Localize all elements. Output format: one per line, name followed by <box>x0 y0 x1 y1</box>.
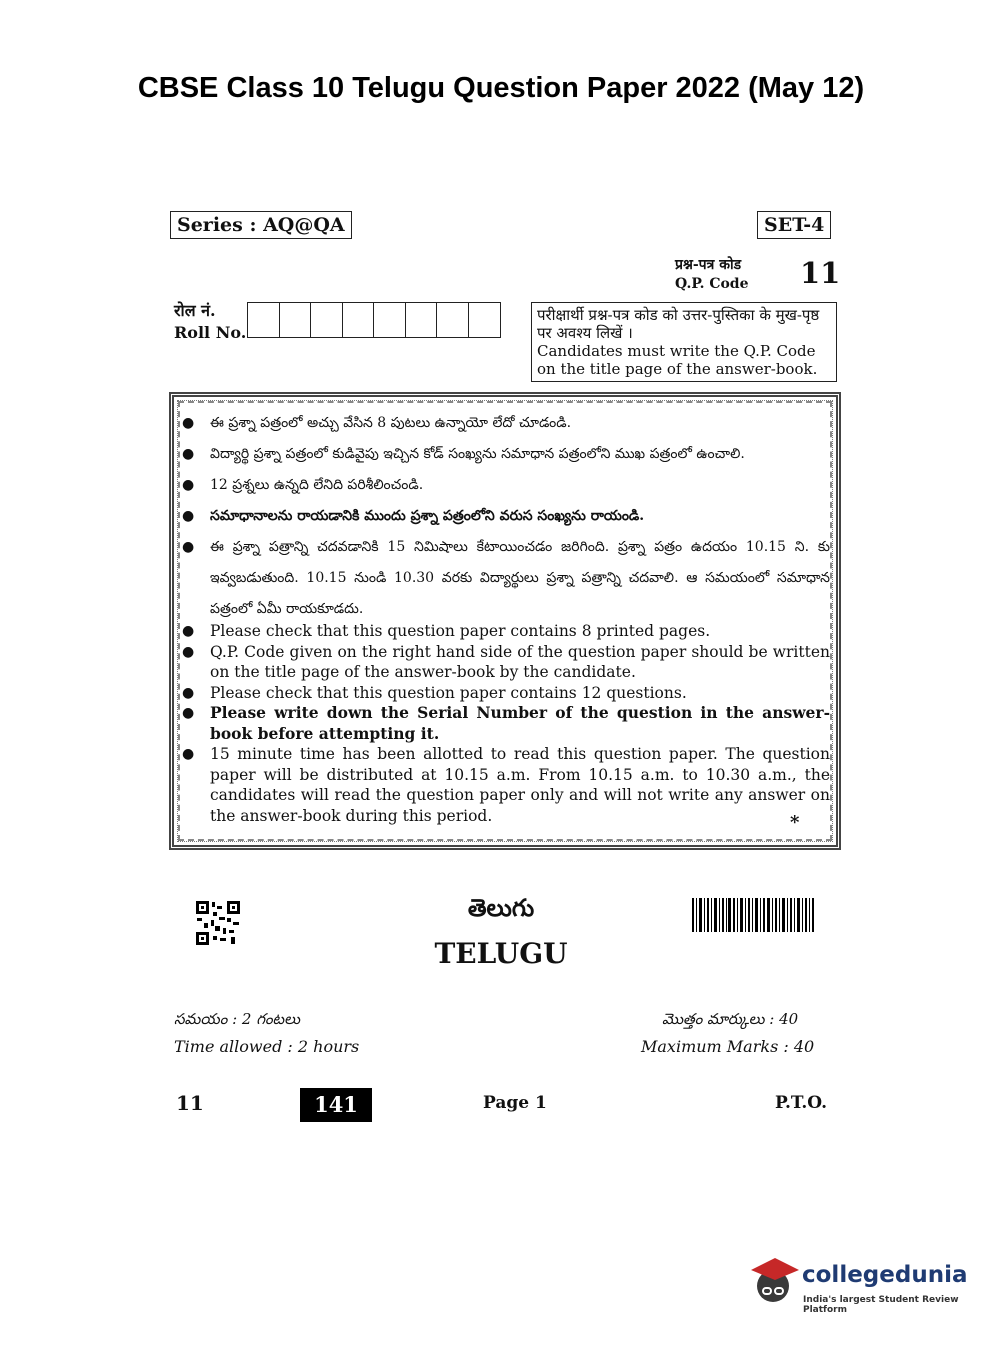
instruction-item: ● Please check that this question paper contains 12 questions. <box>182 683 687 702</box>
instruction-item: ● ఈ ప్రశ్నా పత్రాన్ని చదవడానికి 15 నిమిషాలు కేటాయించడం జరిగింది. ప్రశ్నా పత్రం ఉదయం 10.15 ని. కు ఇవ్వబడుతుంది. 10.15 నుండి 10.30 వరకు విద్యార్థులు ప్రశ్నా పత్రాన్ని చదవాలి. ఆ సమయంలో సమాధాన పత్రంలో ఏమీ రాయకూడదు. <box>182 532 830 625</box>
bullet-icon: ● <box>182 539 195 555</box>
subject-title-telugu: తెలుగు <box>467 893 535 922</box>
roll-label-english: Roll No. <box>174 323 247 342</box>
roll-digit-box <box>248 303 280 337</box>
instruction-item: ● Please write down the Serial Number of the question in the answer-book before attempting it. <box>182 703 830 743</box>
roll-digit-box <box>437 303 469 337</box>
note-hindi: परीक्षार्थी प्रश्न-पत्र कोड को उत्तर-पुस्तिका के मुख-पृष्ठ पर अवश्य लिखें । <box>537 306 820 342</box>
set-box: SET-4 <box>757 211 831 239</box>
qp-code-label-english: Q.P. Code <box>675 276 749 292</box>
qp-code-note <box>531 302 837 382</box>
qp-code-label-hindi: प्रश्न-पत्र कोड <box>675 257 742 273</box>
roll-digit-box <box>311 303 343 337</box>
footer-qp-code: 11 <box>176 1091 204 1115</box>
qp-code-label <box>675 256 749 294</box>
bullet-icon: ● <box>182 746 195 762</box>
bullet-icon: ● <box>182 508 195 524</box>
roll-number-boxes <box>247 302 501 338</box>
instruction-item: ● సమాధానాలను రాయడానికి ముందు ప్రశ్నా పత్రంలోని వరుస సంఖ్యను రాయండి. <box>182 501 830 532</box>
telugu-instructions <box>182 408 830 625</box>
series-box: Series : AQ@QA <box>170 211 352 239</box>
star-mark: * <box>790 812 800 833</box>
page-heading: CBSE Class 10 Telugu Question Paper 2022 (May 12) <box>137 72 865 104</box>
roll-digit-box <box>343 303 375 337</box>
instruction-item: ● 15 minute time has been allotted to read this question paper. The question paper will be distributed at 10.15 a.m. From 10.15 a.m. to 10.30 a.m., the candidates will read the question paper only and will not write any answer on the answer-book during this period. <box>182 745 830 825</box>
bullet-icon: ● <box>182 684 195 701</box>
time-allowed-telugu: సమయం : 2 గంటలు <box>174 1010 300 1028</box>
footer-number-badge: 141 <box>300 1088 372 1122</box>
subject-title-english: TELUGU <box>434 937 568 970</box>
instruction-item: ● విద్యార్థి ప్రశ్నా పత్రంలో కుడివైపు ఇచ్చిన కోడ్ సంఖ్యను సమాధాన పత్రంలోని ముఖ పత్రంలో ఉంచాలి. <box>182 439 830 470</box>
roll-digit-box <box>280 303 312 337</box>
instruction-item: ● ఈ ప్రశ్నా పత్రంలో అచ్చు వేసిన 8 పుటలు ఉన్నాయో లేదో చూడండి. <box>182 408 830 439</box>
bullet-icon: ● <box>182 477 195 493</box>
brand-name: collegedunia <box>802 1262 968 1288</box>
please-turn-over: P.T.O. <box>775 1093 827 1113</box>
page-number: Page 1 <box>483 1093 547 1113</box>
english-instructions <box>182 621 830 826</box>
max-marks-telugu: మొత్తం మార్కులు : 40 <box>662 1010 799 1028</box>
instruction-item: ● Please check that this question paper contains 8 printed pages. <box>182 622 711 640</box>
bullet-icon: ● <box>182 705 195 721</box>
roll-label-hindi: रोल नं. <box>174 301 216 320</box>
bullet-icon: ● <box>182 643 195 660</box>
qp-code-value: 11 <box>800 256 841 290</box>
note-english: Candidates must write the Q.P. Code on the title page of the answer-book. <box>537 342 818 378</box>
time-allowed-english: Time allowed : 2 hours <box>174 1037 360 1056</box>
roll-number-label <box>174 300 246 344</box>
bullet-icon: ● <box>182 415 195 431</box>
roll-digit-box <box>469 303 501 337</box>
instruction-item: ● 12 ప్రశ్నలు ఉన్నది లేనిది పరిశీలించండి. <box>182 470 830 501</box>
brand-tagline: India's largest Student Review Platform <box>803 1295 959 1315</box>
instruction-item: ● Q.P. Code given on the right hand side of the question paper should be written on the title page of the answer-book by the candidate. <box>182 642 830 681</box>
bullet-icon: ● <box>182 623 195 639</box>
roll-digit-box <box>374 303 406 337</box>
max-marks-english: Maximum Marks : 40 <box>641 1037 815 1056</box>
bullet-icon: ● <box>182 446 195 462</box>
roll-digit-box <box>406 303 438 337</box>
